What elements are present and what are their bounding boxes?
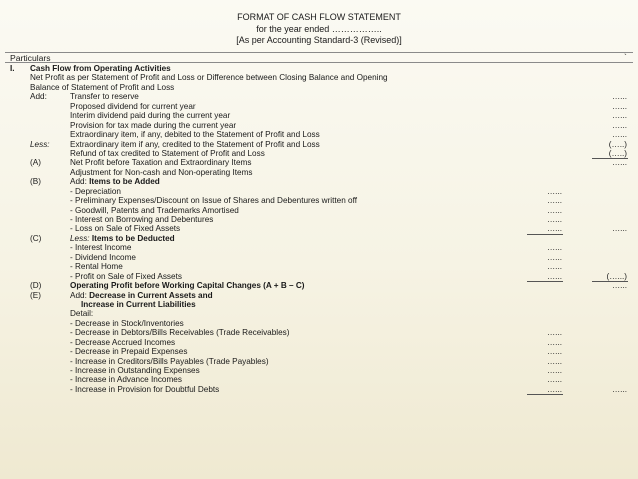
row-description [70, 253, 136, 262]
statement-row [0, 215, 638, 224]
amount-outer: …... [611, 101, 627, 111]
amount-outer: …... [611, 130, 627, 140]
row-description-text: Detail: [70, 309, 94, 319]
row-description [70, 234, 175, 243]
row-description [70, 168, 253, 177]
row-description [70, 375, 182, 384]
row-description-text: Extraordinary item if any, credited to the Statement of Profit and Loss [70, 139, 320, 149]
row-description-bold: Operating Profit before Working Capital Changes (A + B – C) [70, 281, 305, 291]
statement-row [0, 357, 638, 366]
amount-outer: (…..) [608, 148, 627, 158]
row-description [70, 357, 269, 366]
row-description [70, 102, 196, 111]
amount-inner: …... [546, 356, 562, 366]
column-header-particulars: Particulars [10, 53, 51, 63]
row-label: Less: [30, 139, 50, 149]
row-description-text: - Increase in Advance Incomes [70, 375, 182, 385]
row-description-text: - Increase in Provision for Doubtful Debts [70, 384, 220, 394]
row-description-bold: Items to be Added [89, 177, 160, 187]
statement-row [0, 338, 638, 347]
row-description-text: Extraordinary item, if any, debited to the Statement of Profit and Loss [70, 130, 320, 140]
statement-row [0, 130, 638, 139]
statement-row [0, 64, 638, 73]
row-description-text: - Decrease in Stock/Inventories [70, 318, 184, 328]
row-description-text: - Goodwill, Patents and Trademarks Amortised [70, 205, 239, 215]
statement-row [0, 347, 638, 356]
statement-row [0, 328, 638, 337]
amount-outer: …... [611, 111, 627, 121]
row-label: (B) [30, 177, 41, 187]
statement-row [0, 206, 638, 215]
amount-inner: …... [546, 375, 562, 385]
statement-row [0, 385, 638, 394]
row-description-text: - Loss on Sale of Fixed Assets [70, 224, 181, 234]
statement-row [0, 168, 638, 177]
row-description-text: - Interest Income [70, 243, 132, 253]
statement-row [0, 281, 638, 290]
subtotal-rule-inner [527, 394, 563, 395]
statement-row [0, 291, 638, 300]
row-description-continued: Increase in Current Liabilities [81, 299, 196, 309]
section-text: Net Profit as per Statement of Profit and Loss or Difference between Closing Balance and Opening [30, 73, 388, 83]
row-description-prefix: Less: [70, 233, 92, 243]
row-description [70, 177, 160, 186]
row-description-bold: Decrease in Current Assets and [89, 290, 213, 300]
row-description-text: - Interest on Borrowing and Debentures [70, 215, 214, 224]
row-description [70, 130, 320, 139]
row-description-text: Interim dividend paid during the current year [70, 111, 231, 121]
statement-row [0, 262, 638, 271]
statement-row [0, 111, 638, 120]
amount-inner: …... [546, 366, 562, 375]
statement-row [0, 158, 638, 167]
column-header-amount: ` [624, 52, 627, 62]
statement-header [0, 12, 638, 47]
amount-inner: …... [546, 186, 562, 196]
row-description-text: - Increase in Creditors/Bills Payables (Trade Payables) [70, 356, 269, 366]
statement-row [0, 83, 638, 92]
row-label: (D) [30, 281, 42, 291]
row-description-text: Proposed dividend for current year [70, 101, 196, 111]
row-description-text: - Dividend Income [70, 252, 136, 262]
row-description-text: - Preliminary Expenses/Discount on Issue of Shares and Debentures written off [70, 196, 358, 206]
row-description [70, 215, 213, 224]
row-description [70, 187, 121, 196]
row-label: (E) [30, 290, 41, 300]
statement-row [0, 309, 638, 318]
row-description [70, 243, 131, 252]
statement-row [0, 224, 638, 233]
row-description [70, 281, 305, 290]
row-description [70, 309, 93, 318]
row-description-text: Transfer to reserve [70, 92, 139, 102]
row-label: Add: [30, 92, 47, 102]
row-description [70, 111, 230, 120]
amount-outer: …... [611, 120, 627, 130]
amount-outer: (…...) [606, 271, 627, 281]
amount-inner: …... [546, 271, 562, 281]
amount-inner: …... [546, 347, 562, 357]
amount-inner: …... [546, 252, 562, 262]
row-description-text: - Profit on Sale of Fixed Assets [70, 271, 182, 281]
statement-row [0, 300, 638, 309]
row-description [70, 196, 357, 205]
section-number: I. [10, 64, 15, 73]
statement-row [0, 196, 638, 205]
statement-period: for the year ended …………….. [256, 23, 382, 34]
statement-rows [0, 64, 638, 394]
row-description-text: Adjustment for Non-cash and Non-operating Items [70, 167, 253, 177]
amount-inner: …... [546, 262, 562, 272]
amount-inner: …... [546, 384, 562, 394]
row-description [70, 291, 213, 300]
amount-outer: …... [611, 281, 627, 291]
row-description [70, 158, 251, 167]
amount-outer: …... [611, 224, 627, 234]
statement-row [0, 366, 638, 375]
row-description-text: - Depreciation [70, 186, 121, 196]
amount-inner: …... [546, 196, 562, 206]
amount-outer: …... [611, 158, 627, 168]
row-description [70, 262, 123, 271]
row-description-text: - Rental Home [70, 262, 123, 272]
row-description-text: Provision for tax made during the current year [70, 120, 237, 130]
row-description [70, 338, 175, 347]
statement-row [0, 149, 638, 158]
statement-row [0, 121, 638, 130]
row-description [70, 149, 265, 158]
statement-standard: [As per Accounting Standard-3 (Revised)] [236, 35, 402, 45]
row-description [70, 206, 239, 215]
amount-inner: …... [546, 224, 562, 234]
row-description [70, 272, 182, 281]
header-rule [5, 62, 633, 63]
amount-inner: …... [546, 205, 562, 215]
amount-inner: …... [546, 215, 562, 224]
row-description-bold: Items to be Deducted [91, 233, 175, 243]
statement-row [0, 253, 638, 262]
statement-row [0, 140, 638, 149]
statement-row [0, 177, 638, 186]
amount-outer: (…..) [608, 139, 627, 149]
row-description-text: Add: [70, 177, 90, 187]
row-description-text: - Decrease Accrued Incomes [70, 337, 176, 347]
row-description-text: Net Profit before Taxation and Extraordinary Items [70, 158, 252, 168]
row-description-text: Refund of tax credited to Statement of Profit and Loss [70, 148, 265, 158]
row-description [70, 92, 139, 101]
amount-inner: …... [546, 243, 562, 253]
row-description-text: - Increase in Outstanding Expenses [70, 366, 200, 375]
statement-row [0, 272, 638, 281]
row-description [70, 366, 200, 375]
amount-outer: …... [611, 92, 627, 102]
section-text: Balance of Statement of Profit and Loss [30, 82, 175, 92]
row-description-text: - Decrease in Prepaid Expenses [70, 347, 188, 357]
row-description-text: - Decrease in Debtors/Bills Receivables (Trade Receivables) [70, 328, 290, 338]
row-description [70, 121, 236, 130]
statement-row [0, 92, 638, 101]
statement-row [0, 375, 638, 384]
row-description-text: Add: [70, 290, 90, 300]
statement-row [0, 187, 638, 196]
section-text: Cash Flow from Operating Activities [30, 64, 171, 73]
amount-inner: …... [546, 328, 562, 338]
row-description [70, 347, 187, 356]
statement-row [0, 102, 638, 111]
amount-inner: …... [546, 337, 562, 347]
row-description [70, 140, 320, 149]
row-description [70, 385, 219, 394]
row-description [70, 319, 184, 328]
row-label: (A) [30, 158, 41, 168]
row-label: (C) [30, 233, 42, 243]
row-description [70, 328, 289, 337]
statement-row [0, 73, 638, 82]
amount-outer: …... [611, 384, 627, 394]
statement-row [0, 234, 638, 243]
top-rule [5, 52, 633, 53]
statement-row [0, 243, 638, 252]
statement-row [0, 319, 638, 328]
row-description [70, 224, 180, 233]
statement-title: FORMAT OF CASH FLOW STATEMENT [237, 12, 401, 22]
